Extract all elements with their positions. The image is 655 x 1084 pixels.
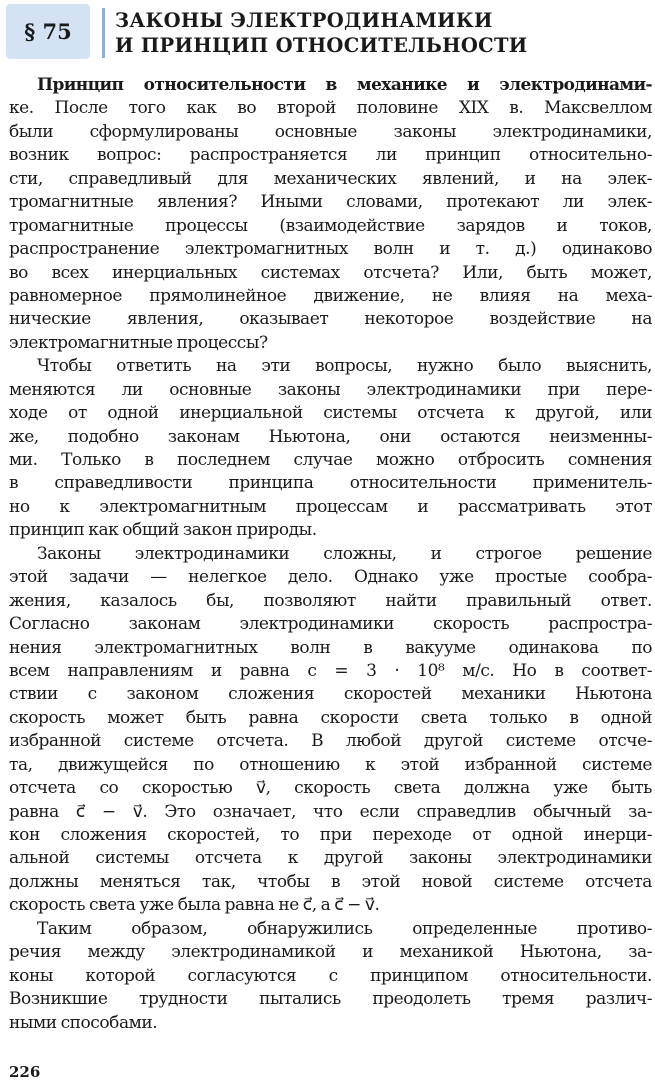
text-line: должны меняться так, чтобы в этой новой системе отсчета — [9, 871, 652, 892]
text-line: принцип как общий закон природы. — [9, 520, 317, 541]
text-line: электромагнитные процессы? — [9, 332, 268, 353]
paragraph-start: Законы электродинамики сложны, и строгое решение — [37, 543, 652, 564]
text-line: в справедливости принципа относительности применитель- — [9, 473, 652, 494]
text-line: коны которой согласуются с принципом относительности. — [9, 965, 652, 986]
text-line: же, подобно законам Ньютона, они остаются неизменны- — [9, 426, 652, 447]
text-line: избранной системе отсчета. В любой другой системе отсче- — [9, 731, 652, 752]
title-line-2: И ПРИНЦИП ОТНОСИТЕЛЬНОСТИ — [115, 34, 528, 57]
text-line: ными способами. — [9, 1012, 158, 1033]
text-line: Согласно законам электродинамики скорость распростра- — [9, 614, 652, 635]
paragraph-heading: Принцип относительности в механике и электродинами- — [37, 75, 652, 95]
text-line: сти, справедливый для механических явлений, и на элек- — [9, 168, 652, 189]
title-line-1: ЗАКОНЫ ЭЛЕКТРОДИНАМИКИ — [115, 9, 493, 32]
text-line: нения электромагнитных волн в вакууме одинакова по — [9, 637, 652, 658]
text-line: кон сложения скоростей, то при переходе от одной инерци- — [9, 825, 652, 845]
paragraph-start: Таким образом, обнаружились определенные противо- — [37, 918, 652, 939]
text-line: тромагнитные явления? Иными словами, протекают ли элек- — [9, 192, 652, 213]
section-title — [102, 8, 655, 58]
text-line: скорость света уже была равна не c⃗, а c⃗ − v⃗. — [9, 895, 380, 916]
text-line: Возникшие трудности пытались преодолеть тремя различ- — [9, 989, 652, 1010]
page-number: 226 — [9, 1063, 41, 1081]
text-line: ходе от одной инерциальной системы отсчета к другой, или — [9, 403, 652, 424]
text-line: тромагнитные процессы (взаимодействие зарядов и токов, — [9, 215, 652, 236]
text-line: ке. После того как во второй половине XIX в. Максвеллом — [9, 98, 652, 119]
text-line: та, движущейся по отношению к этой избранной системе — [9, 754, 652, 775]
text-line: всем направлениям и равна c = 3 · 10⁸ м/с. Но в соответ- — [9, 660, 652, 681]
text-line: альной системы отсчета к другой законы электродинамики — [9, 848, 652, 869]
section-number: § 75 — [24, 19, 72, 44]
text-line: ствии с законом сложения скоростей механики Ньютона — [9, 684, 652, 705]
text-line: ми. Только в последнем случае можно отбросить сомнения — [9, 450, 652, 470]
text-line: отсчета со скоростью v⃗, скорость света должна уже быть — [9, 778, 652, 799]
text-line: речия между электродинамикой и механикой Ньютона, за- — [9, 942, 652, 963]
paragraph-start: Чтобы ответить на эти вопросы, нужно было выяснить, — [37, 356, 652, 377]
text-line: равномерное прямолинейное движение, не влияя на меха- — [9, 285, 652, 306]
text-line: этой задачи — нелегкое дело. Однако уже простые сообра- — [9, 567, 652, 588]
text-line: равна c⃗ − v⃗. Это означает, что если справедлив обычный за- — [9, 801, 652, 822]
text-line: жения, казалось бы, позволяют найти правильный ответ. — [9, 590, 652, 611]
text-line: распространение электромагнитных волн и т. д.) одинаково — [9, 239, 652, 260]
text-line: нические явления, оказывает некоторое воздействие на — [9, 309, 652, 330]
section-header — [6, 4, 651, 66]
body-text — [9, 74, 652, 1035]
text-line: меняются ли основные законы электродинамики при пере- — [9, 379, 652, 400]
section-number-badge — [6, 4, 90, 59]
text-line: во всех инерциальных системах отсчета? Или, быть может, — [9, 262, 652, 283]
text-line: возник вопрос: распространяется ли принцип относительно- — [9, 145, 652, 166]
text-line: скорость может быть равна скорости света только в одной — [9, 707, 652, 728]
text-line: но к электромагнитным процессам и рассматривать этот — [9, 496, 652, 517]
text-line: были сформулированы основные законы электродинамики, — [9, 121, 652, 142]
